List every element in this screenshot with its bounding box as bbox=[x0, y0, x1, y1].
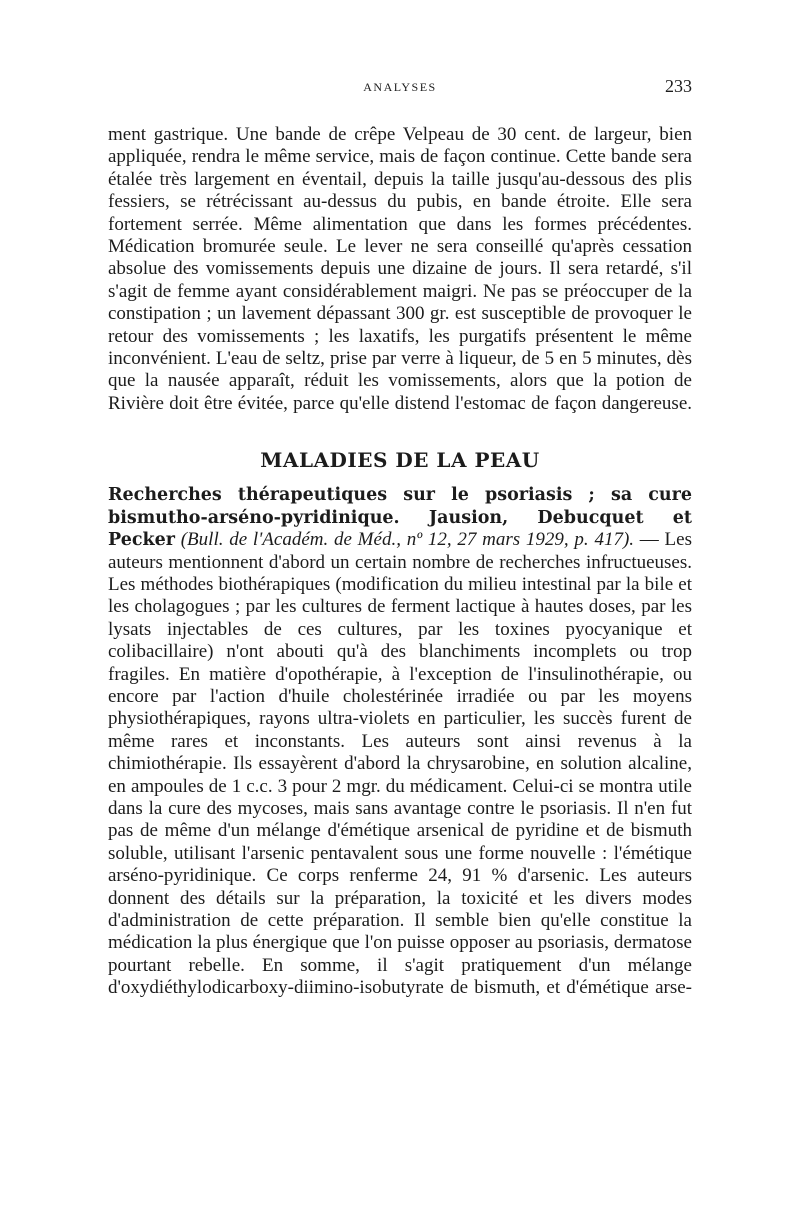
page-number: 233 bbox=[665, 76, 692, 96]
article-body: — Les auteurs mentionnent d'abord un certain nombre de recherches infructueuses. Les méthodes biothérapiques (modification du milieu intestinal par la bile et les cholagogues ; par les cultures de ferment lactique à hautes doses, par les lysats injectables de ces cultures, par les toxines pyocyanique et colibacillaire) n'ont abouti qu'à des blanchiments incomplets ou trop fragiles. En matière d'opothérapie, à l'exception de l'insulinothérapie, ou encore par l'action d'huile cholestérinée irradiée ou par les moyens physiothérapiques, rayons ultra-violets en particulier, les succès furent de même rares et inconstants. Les auteurs sont ainsi revenus à la chimiothérapie. Ils essayèrent d'abord la chrysarobine, en solution alcaline, en ampoules de 1 c.c. 3 pour 2 mgr. du médicament. Celui-ci se montra utile dans la cure des mycoses, mais sans avantage contre le psoriasis. Il n'en fut pas de même d'un mélange d'émétique arsenical de pyridine et de bismuth soluble, utilisant l'arsenic pentavalent sous une forme nouvelle : l'émétique arséno-pyridinique. Ce corps renferme 24, 91 % d'arsenic. Les auteurs donnent des détails sur la préparation, la toxicité et les divers modes d'administration de cette préparation. Il semble bien qu'elle constitue la médication la plus énergique que l'on puisse opposer au psoriasis, dermatose pourtant rebelle. En somme, il s'agit pratiquement d'un mélange d'oxydiéthylodicarboxy-diimino-isobutyrate de bismuth, et d'émétique arse- bbox=[108, 529, 692, 999]
document-page bbox=[108, 76, 692, 1000]
running-title: ANALYSES bbox=[363, 80, 437, 94]
paragraph-continuation: ment gastrique. Une bande de crêpe Velpeau de 30 cent. de largeur, bien appliquée, rendra le même service, mais de façon continue. Cette bande sera étalée très largement en éventail, depuis la taille jusqu'au-dessous des plis fessiers, se rétrécissant au-dessus du pubis, en bande étroite. Elle sera fortement serrée. Même alimentation que dans les formes précédentes. Médication bromurée seule. Le lever ne sera conseillé qu'après cessation absolue des vomissements depuis une dizaine de jours. Il sera retardé, s'il s'agit de femme ayant considérablement maigri. Ne pas se préoccuper de la constipation ; un lavement dépassant 300 gr. est susceptible de provoquer le retour des vomissements ; les laxatifs, les purgatifs présentent le même inconvénient. L'eau de seltz, prise par verre à liqueur, de 5 en 5 minutes, dès que la nausée apparaît, réduit les vomissements, alors que la potion de Rivière doit être évitée, parce qu'elle distend l'estomac de façon dangereuse. bbox=[108, 124, 692, 414]
running-head bbox=[108, 76, 692, 102]
section-heading: MALADIES DE LA PEAU bbox=[260, 448, 540, 473]
article-paragraph bbox=[108, 484, 692, 999]
article-citation: (Bull. de l'Académ. de Méd., nº 12, 27 mars 1929, p. 417). bbox=[180, 529, 635, 551]
article-title: Recherches thérapeutiques sur le psoriasis ; sa cure bismutho-arséno-pyridinique. Jausion, Debucquet et Pecker bbox=[108, 485, 692, 551]
